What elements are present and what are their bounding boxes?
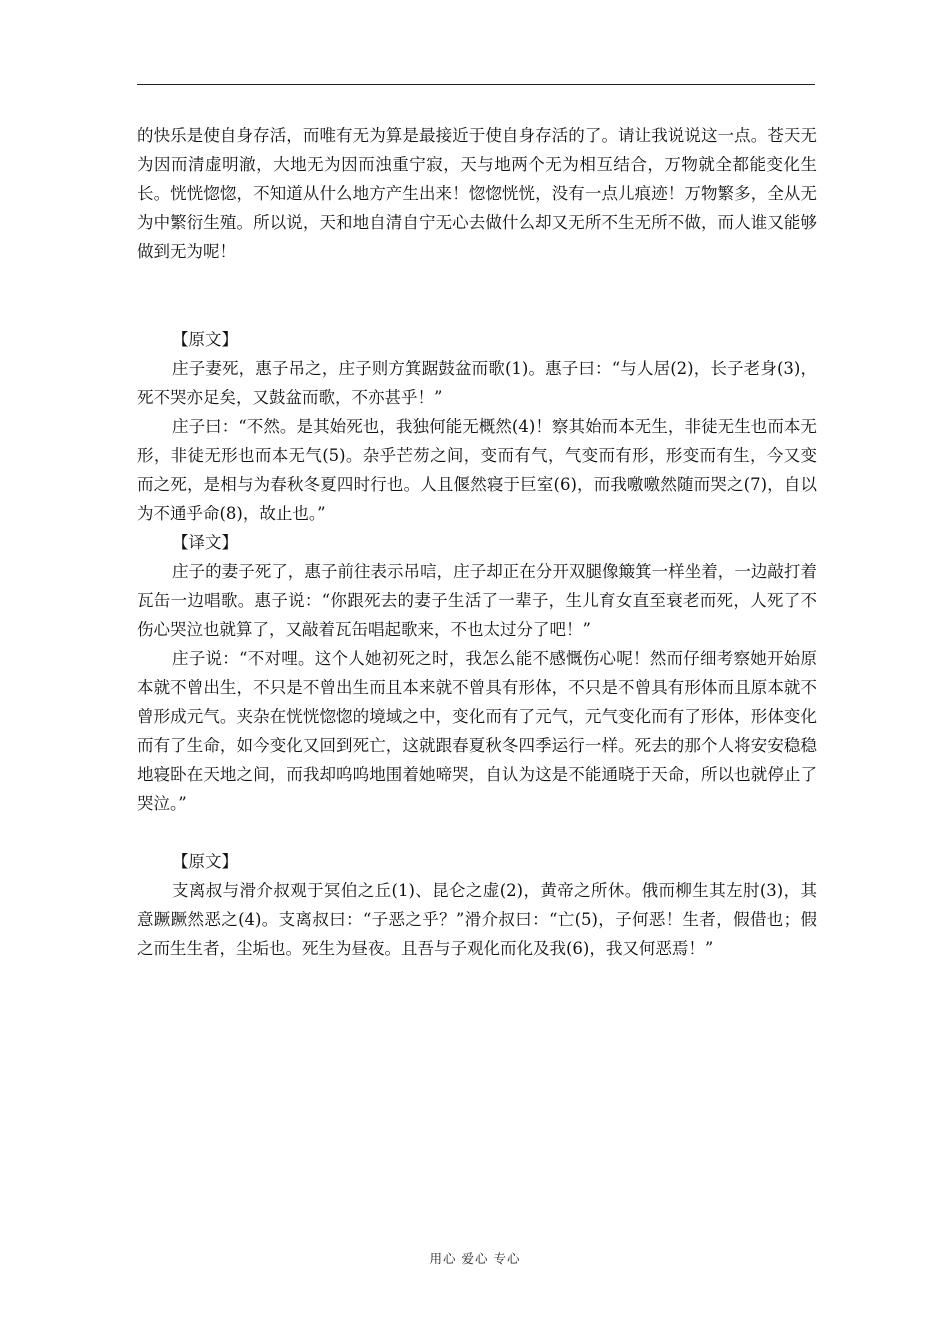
paragraph-intro: 的快乐是使自身存活，而唯有无为算是最接近于使自身存活的了。请让我说说这一点。苍天无为因而清虚明澈，大地无为因而浊重宁寂，天与地两个无为相互结合，万物就全都能变化生长。恍恍惚惚，不知道从什么地方产生出来！惚惚恍恍，没有一点儿痕迹！万物繁多，全从无为中繁衍生殖。所以说，天和地自清自宁无心去做什么却又无所不生无所不做，而人谁又能够做到无为呢！ <box>137 126 817 261</box>
paragraph-translation-b: 庄子说：“不对哩。这个人她初死之时，我怎么能不感慨伤心呢！然而仔细考察她开始原本就不曾出生，不只是不曾出生而且本来就不曾具有形体，不只是不曾具有形体而且原本就不曾形成元气。夹杂在恍恍惚惚的境域之中，变化而有了元气，元气变化而有了形体，形体变化而有了生命，如今变化又回到死亡，这就跟春夏秋冬四季运行一样。死去的那个人将安安稳稳地寝卧在天地之间，而我却呜呜地围着她啼哭，自认为这是不能通晓于天命，所以也就停止了哭泣。” <box>137 649 817 813</box>
section-heading-translation: 【译文】 <box>172 533 238 552</box>
paragraph-original-2: 支离叔与滑介叔观于冥伯之丘(1)、昆仑之虚(2)，黄帝之所休。俄而柳生其左肘(3)，其意蹶蹶然恶之(4)。支离叔曰：“子恶之乎？”滑介叔曰：“亡(5)，子何恶！生者，假借也；假之而生生者，尘垢也。死生为昼夜。且吾与子观化而化及我(6)，我又何恶焉！” <box>137 881 817 958</box>
paragraph-original-1a: 庄子妻死，惠子吊之，庄子则方箕踞鼓盆而歌(1)。惠子曰：“与人居(2)，长子老身(3)，死不哭亦足矣，又鼓盆而歌，不亦甚乎！” <box>137 359 817 407</box>
section-heading-original-2: 【原文】 <box>172 852 238 871</box>
paragraph-translation-a: 庄子的妻子死了，惠子前往表示吊唁，庄子却正在分开双腿像簸箕一样坐着，一边敲打着瓦缶一边唱歌。惠子说：“你跟死去的妻子生活了一辈子，生儿育女直至衰老而死，人死了不伤心哭泣也就算了，又敲着瓦缶唱起歌来，不也太过分了吧！” <box>137 562 817 639</box>
section-gap <box>137 266 817 325</box>
section-heading-original-1: 【原文】 <box>172 330 238 349</box>
paragraph-original-1b: 庄子曰：“不然。是其始死也，我独何能无概然(4)！察其始而本无生，非徒无生也而本无形，非徒无形也而本无气(5)。杂乎芒芴之间，变而有气，气变而有形，形变而有生，今又变而之死，是相与为春秋冬夏四时行也。人且偃然寝于巨室(6)，而我噭噭然随而哭之(7)，自以为不通乎命(8)，故止也。” <box>137 417 817 523</box>
header-rule <box>137 84 815 85</box>
page-footer: 用心 爱心 专心 <box>429 1251 521 1266</box>
section-gap <box>137 818 817 847</box>
document-body <box>137 121 817 963</box>
